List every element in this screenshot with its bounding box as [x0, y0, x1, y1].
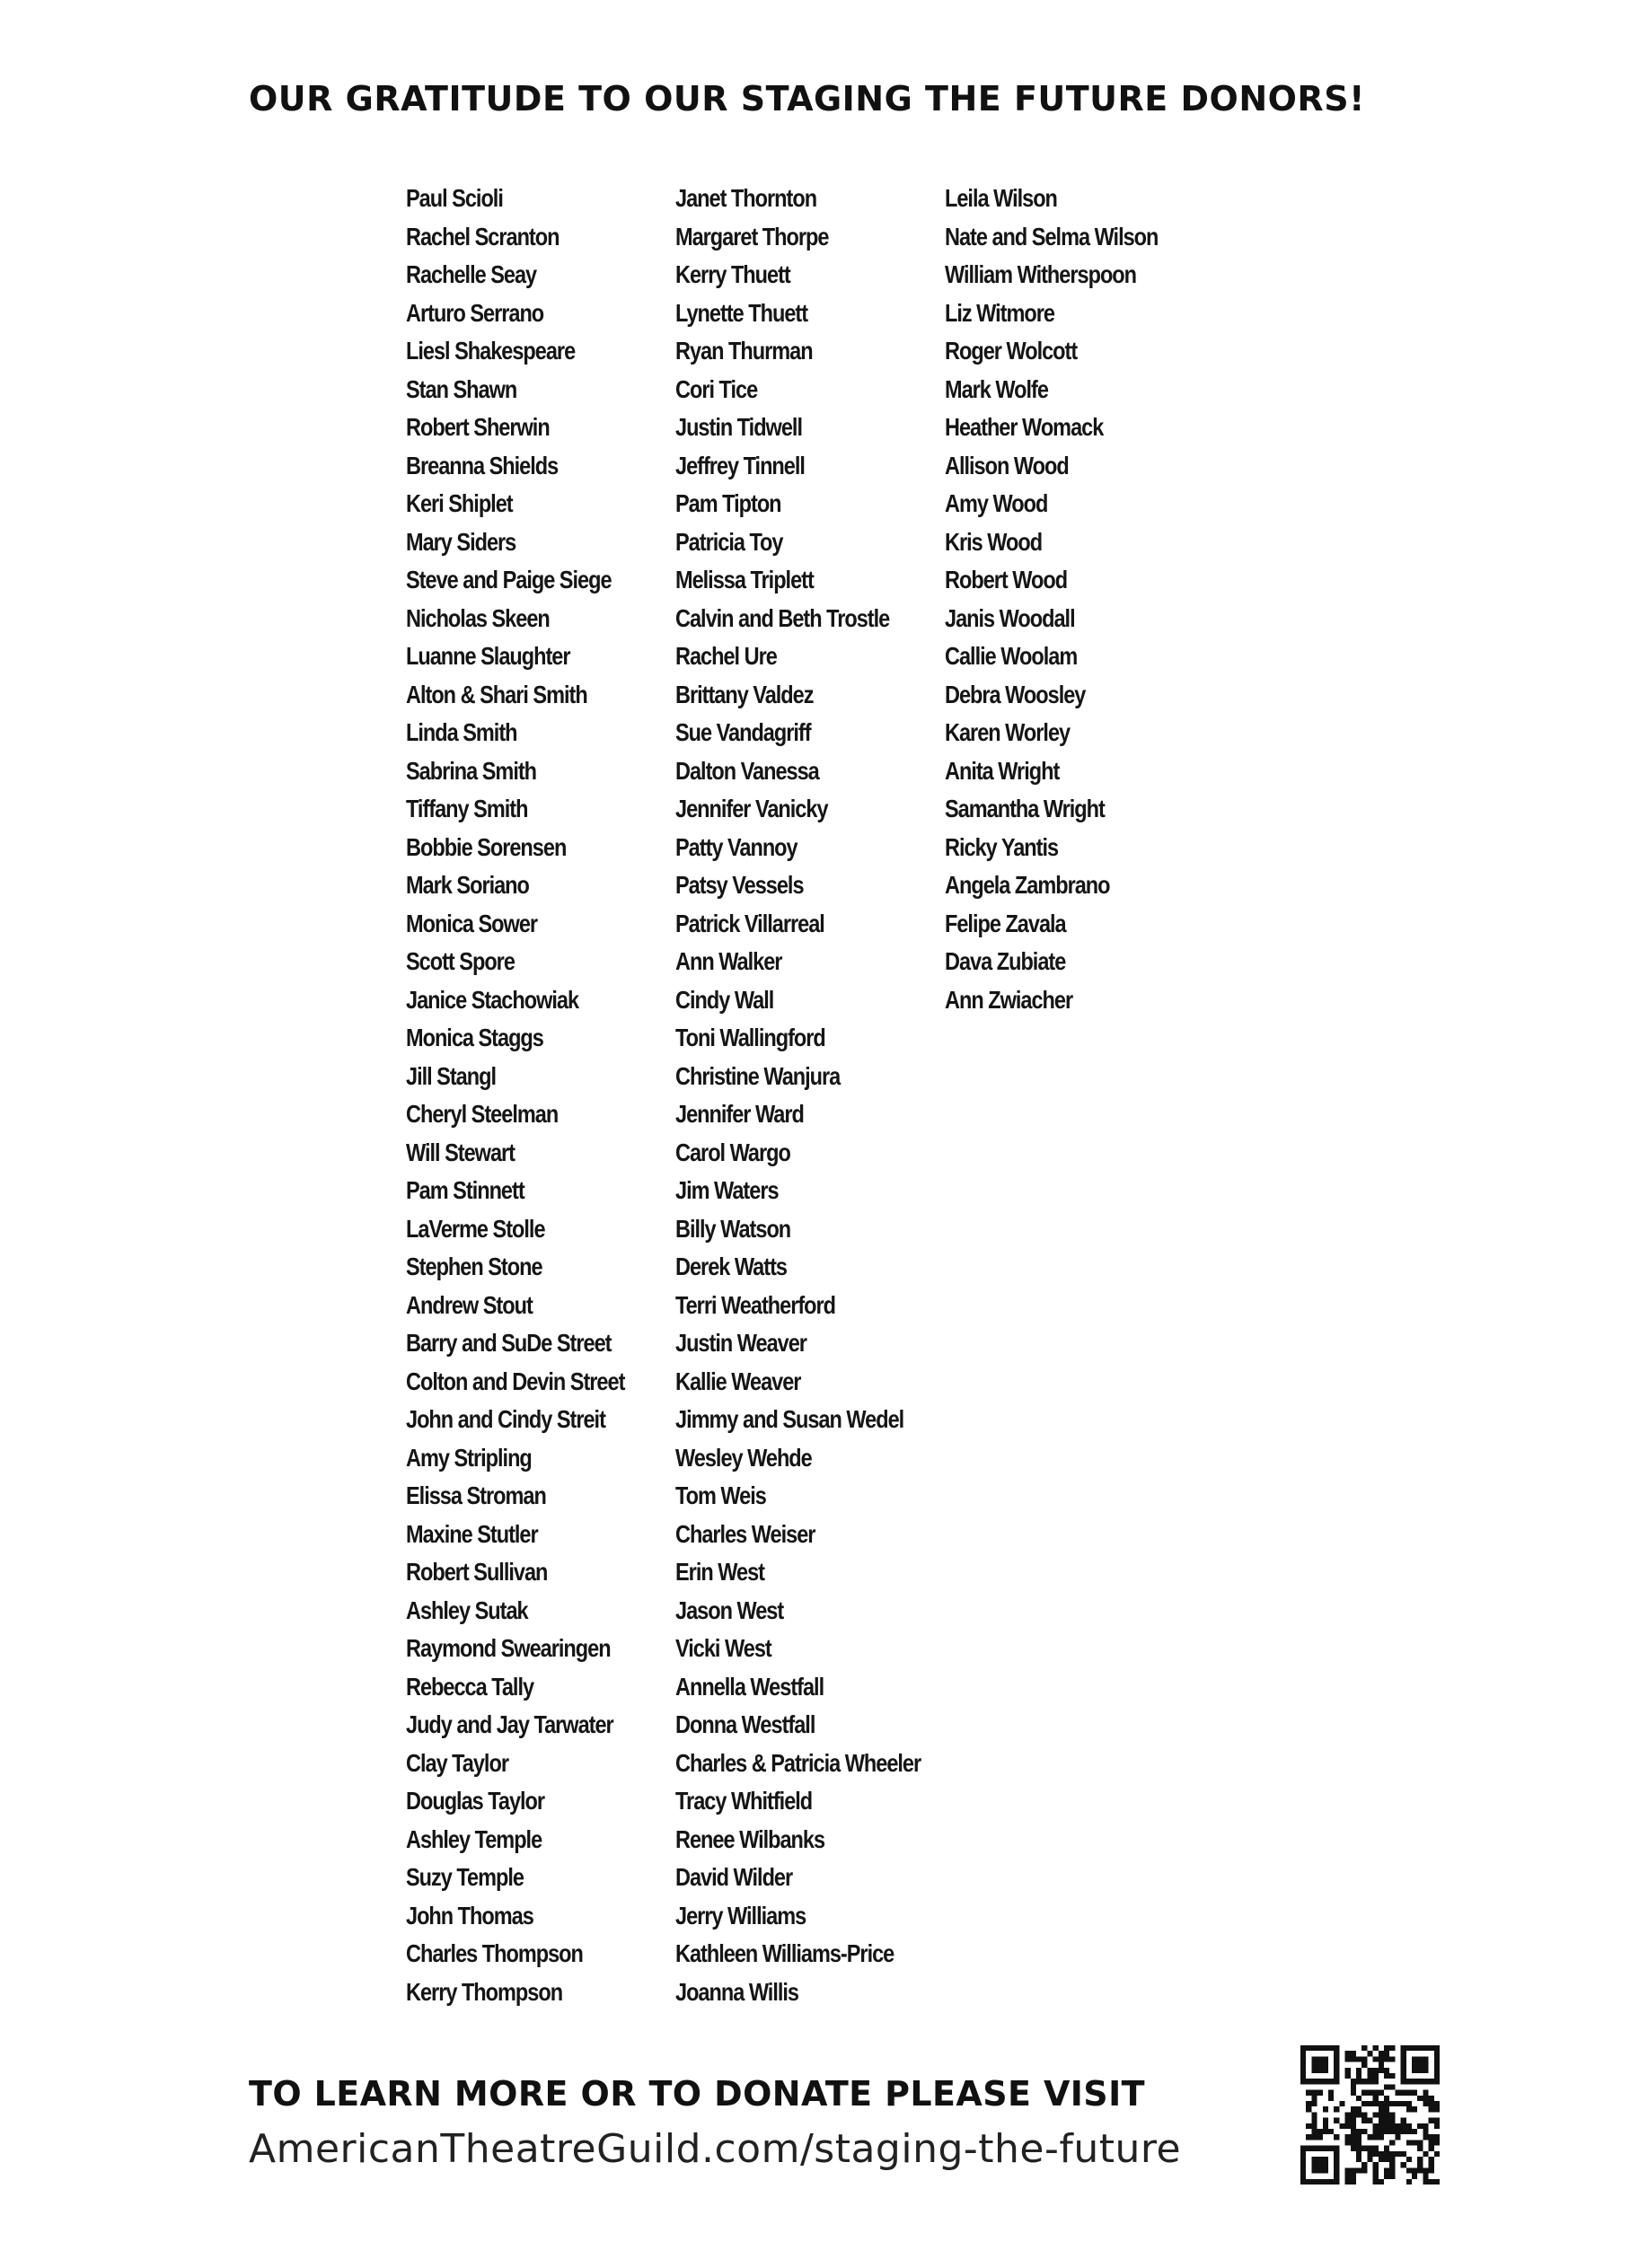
donor-name: Scott Spore	[406, 947, 515, 975]
donor-name: Angela Zambrano	[945, 871, 1110, 899]
donor-name: Tiffany Smith	[406, 795, 528, 822]
donor-name: Alton & Shari Smith	[406, 680, 587, 708]
donor-name: Stephen Stone	[406, 1253, 542, 1280]
donor-name: Ann Walker	[675, 947, 782, 975]
donor-name: Jill Stangl	[406, 1061, 497, 1090]
donor-name: Judy and Jay Tarwater	[406, 1710, 613, 1738]
donor-name: David Wilder	[675, 1863, 793, 1891]
donor-name: Calvin and Beth Trostle	[675, 603, 890, 632]
donor-name: Robert Wood	[945, 566, 1068, 593]
donor-name: Kerry Thompson	[406, 1977, 563, 2006]
donor-name: Patty Vannoy	[675, 832, 797, 861]
donor-name: Jim Waters	[675, 1176, 779, 1204]
donor-name: Patrick Villarreal	[675, 909, 824, 937]
donor-column-2	[675, 180, 945, 2011]
donor-name: LaVerme Stolle	[406, 1214, 545, 1243]
donor-name: Anita Wright	[945, 756, 1060, 785]
donor-name: Charles Weiser	[675, 1519, 815, 1548]
donor-name: Stan Shawn	[406, 374, 517, 403]
donor-name: Linda Smith	[406, 718, 517, 746]
donor-name: Patsy Vessels	[675, 871, 804, 899]
donor-name: Amy Stripling	[406, 1443, 532, 1472]
donor-name: Kathleen Williams-Price	[675, 1939, 894, 1967]
donor-name: Jerry Williams	[675, 1901, 806, 1930]
donor-name: Janet Thornton	[675, 184, 817, 212]
donor-name: Kris Wood	[945, 527, 1043, 556]
donor-name: Justin Weaver	[675, 1329, 806, 1357]
donor-name: Dalton Vanessa	[675, 756, 819, 785]
donor-name: Charles & Patricia Wheeler	[675, 1748, 921, 1777]
donor-name: Erin West	[675, 1558, 764, 1586]
donor-name: Ashley Sutak	[406, 1596, 528, 1624]
donor-name: Amy Wood	[945, 489, 1048, 517]
donor-name: Rachel Scranton	[406, 222, 560, 251]
donor-name: Brittany Valdez	[675, 680, 814, 708]
donor-name: Derek Watts	[675, 1253, 787, 1280]
donor-name: Paul Scioli	[406, 184, 503, 212]
donor-name: Cindy Wall	[675, 985, 774, 1014]
donor-name: Terri Weatherford	[675, 1290, 836, 1319]
donor-name: Tracy Whitfield	[675, 1787, 813, 1815]
donor-name: Mark Soriano	[406, 871, 529, 899]
donor-name: Billy Watson	[675, 1214, 791, 1243]
donor-name: Debra Woosley	[945, 680, 1086, 708]
donor-name: Roger Wolcott	[945, 337, 1078, 365]
donor-column-3	[945, 180, 1214, 2011]
donor-name: Samantha Wright	[945, 795, 1105, 822]
donor-name: Jennifer Ward	[675, 1100, 804, 1128]
donor-name: Joanna Willis	[675, 1977, 798, 2006]
donor-name: Heather Womack	[945, 413, 1104, 441]
donor-name: Raymond Swearingen	[406, 1634, 611, 1662]
donor-name: Vicki West	[675, 1634, 771, 1662]
donor-name: Andrew Stout	[406, 1290, 533, 1319]
donor-name: Leila Wilson	[945, 184, 1057, 212]
donor-name: John Thomas	[406, 1901, 533, 1930]
donor-name: Kerry Thuett	[675, 260, 790, 288]
donor-name: Donna Westfall	[675, 1710, 815, 1738]
donor-name: Cori Tice	[675, 374, 758, 403]
donor-name: Monica Sower	[406, 909, 538, 937]
donor-name: Liz Witmore	[945, 298, 1054, 327]
donor-name: Justin Tidwell	[675, 413, 802, 441]
donor-name: Karen Worley	[945, 718, 1071, 746]
donor-name: William Witherspoon	[945, 260, 1137, 288]
donor-name: Jeffrey Tinnell	[675, 451, 805, 479]
donor-name: Sue Vandagriff	[675, 718, 811, 746]
donate-call-to-action: TO LEARN MORE OR TO DONATE PLEASE VISIT	[249, 2074, 1145, 2114]
donor-name: Douglas Taylor	[406, 1787, 545, 1815]
donor-name: Christine Wanjura	[675, 1061, 841, 1090]
donor-name: Tom Weis	[675, 1481, 766, 1509]
donor-name: Jennifer Vanicky	[675, 795, 828, 822]
donor-name: Margaret Thorpe	[675, 222, 829, 251]
donor-name: Mary Siders	[406, 527, 516, 556]
donor-name: Cheryl Steelman	[406, 1100, 559, 1128]
donor-name: Keri Shiplet	[406, 489, 513, 517]
donor-name: Wesley Wehde	[675, 1443, 812, 1472]
donor-name: Liesl Shakespeare	[406, 337, 576, 365]
donor-name: Patricia Toy	[675, 527, 783, 556]
donor-name: Breanna Shields	[406, 451, 559, 479]
donor-columns	[406, 180, 1214, 2011]
donor-name: Rachel Ure	[675, 642, 777, 670]
donor-name: Mark Wolfe	[945, 374, 1048, 403]
donor-name: Ann Zwiacher	[945, 985, 1073, 1014]
page-title: OUR GRATITUDE TO OUR STAGING THE FUTURE DONORS!	[249, 79, 1365, 119]
donor-name: Will Stewart	[406, 1138, 515, 1166]
donor-name: Jimmy and Susan Wedel	[675, 1405, 904, 1433]
donor-name: Janice Stachowiak	[406, 985, 579, 1014]
donor-name: Felipe Zavala	[945, 909, 1066, 937]
donor-name: Renee Wilbanks	[675, 1824, 825, 1853]
donor-name: Luanne Slaughter	[406, 642, 570, 670]
donor-name: Elissa Stroman	[406, 1481, 546, 1509]
donor-name: Allison Wood	[945, 451, 1069, 479]
donor-name: Janis Woodall	[945, 603, 1075, 632]
donor-name: Steve and Paige Siege	[406, 566, 612, 593]
donor-name: Lynette Thuett	[675, 298, 808, 327]
donor-name: Toni Wallingford	[675, 1024, 825, 1051]
donor-name: Pam Tipton	[675, 489, 781, 517]
donor-name: Barry and SuDe Street	[406, 1329, 612, 1357]
donor-name: Charles Thompson	[406, 1939, 583, 1967]
donor-name: Rachelle Seay	[406, 260, 537, 288]
donor-name: Kallie Weaver	[675, 1367, 801, 1395]
donor-name: Melissa Triplett	[675, 566, 814, 593]
donor-name: Rebecca Tally	[406, 1672, 534, 1701]
donor-name: Robert Sullivan	[406, 1558, 548, 1586]
donor-name: Carol Wargo	[675, 1138, 790, 1166]
donor-name: Ricky Yantis	[945, 832, 1059, 861]
donor-name: Maxine Stutler	[406, 1519, 538, 1548]
donor-column-1	[406, 180, 675, 2011]
donor-name: Ryan Thurman	[675, 337, 813, 365]
donor-name: Dava Zubiate	[945, 947, 1066, 975]
donation-website-link[interactable]: AmericanTheatreGuild.com/staging-the-future	[249, 2126, 1182, 2172]
donor-name: Colton and Devin Street	[406, 1367, 625, 1395]
donor-name: Pam Stinnett	[406, 1176, 524, 1204]
donor-name: Monica Staggs	[406, 1024, 543, 1051]
donor-name: Callie Woolam	[945, 642, 1078, 670]
donor-name: Sabrina Smith	[406, 756, 537, 785]
qr-code-icon[interactable]	[1300, 2045, 1440, 2184]
donor-name: Suzy Temple	[406, 1863, 524, 1891]
donor-name: Annella Westfall	[675, 1672, 824, 1701]
donor-name: Bobbie Sorensen	[406, 832, 567, 861]
donor-name: Arturo Serrano	[406, 298, 544, 327]
donor-name: Robert Sherwin	[406, 413, 550, 441]
donor-name: Jason West	[675, 1596, 784, 1624]
donor-name: John and Cindy Streit	[406, 1405, 605, 1433]
donor-name: Nate and Selma Wilson	[945, 222, 1159, 251]
donor-name: Clay Taylor	[406, 1748, 508, 1777]
donor-name: Nicholas Skeen	[406, 603, 550, 632]
donor-name: Ashley Temple	[406, 1824, 542, 1853]
